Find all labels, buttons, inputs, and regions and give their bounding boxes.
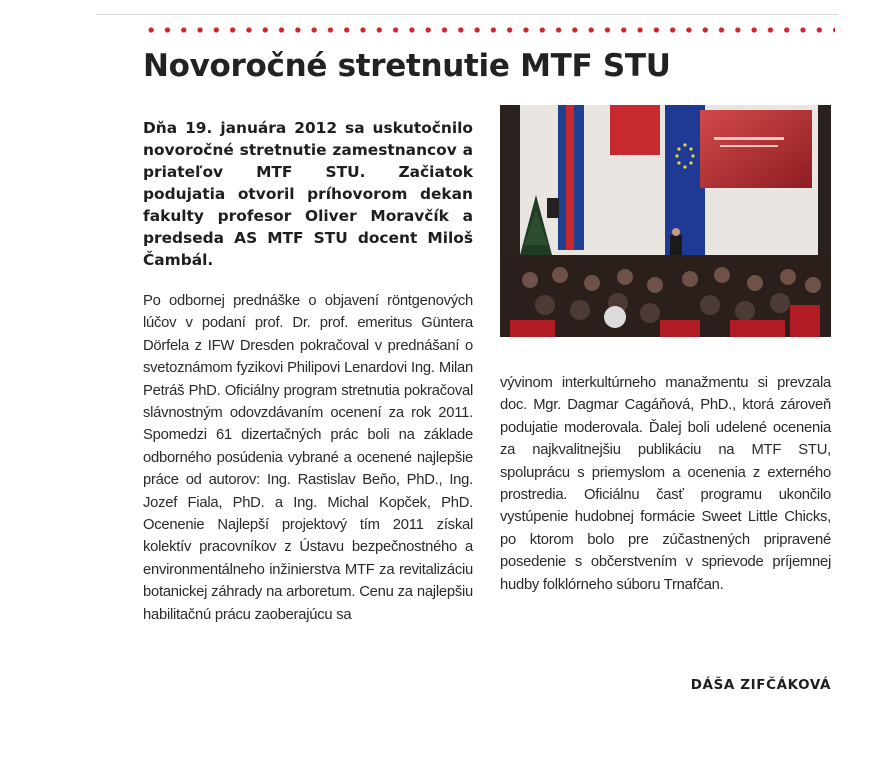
article-body-left: Po odbornej prednáške o objavení röntgenových lúčov v podaní prof. Dr. prof. emeritus Güntera Dörfela z IFW Dresden pokračoval v prednášaní o svetoznámom fyzikovi Philipovi Lenardovi Ing. Milan Petráš PhD. Oficiálny program stretnutia pokračoval slávnostným odovzdávaním ocenení za rok 2011. Spomedzi 61 dizertačných prác boli na základe odborného posúdenia vybrané a ocenené najlepšie práce od autorov: Ing. Rastislav Beňo, PhD., Ing. Jozef Fiala, PhD. a Ing. Michal Kopček, PhD. Ocenenie Najlepší projektový tím 2011 získal kolektív pracovníkov z Ústavu bezpečnostného a environmentálneho inžinierstva MTF za revitalizáciu botanickej záhrady na arboretum. Cenu za najlepšiu habilitačnú prácu zaoberajúcu sa: [143, 293, 473, 623]
article-title: Novoročné stretnutie MTF STU: [143, 48, 671, 84]
red-dotted-rule: [143, 26, 835, 34]
event-photo: [500, 105, 831, 337]
article-body-right: vývinom interkultúrneho manažmentu si prevzala doc. Mgr. Dagmar Cagáňová, PhD., ktorá zároveň podujatie moderovala. Ďalej boli udelené ocenenia za najkvalitnejšiu publikáciu na MTF STU, spoluprácu s priemyslom a ocenenia z externého prostredia. Oficiálnu časť programu ukončilo vystúpenie hudobnej formácie Sweet Little Chicks, po ktorom bolo pre zúčastnených pripravené posedenie s občerstvením v sprievode príjemnej hudby folklórneho súboru Trnafčan.: [500, 375, 831, 593]
article-lead: Dňa 19. januára 2012 sa uskutočnilo novoročné stretnutie zamestnancov a priateľov MTF STU. Začiatok podujatia otvoril príhovorom dekan fakulty profesor Oliver Moravčík a predseda AS MTF STU docent Miloš Čambál.: [143, 119, 473, 269]
top-divider: [96, 14, 838, 15]
article-author: DÁŠA ZIFČÁKOVÁ: [690, 677, 831, 693]
